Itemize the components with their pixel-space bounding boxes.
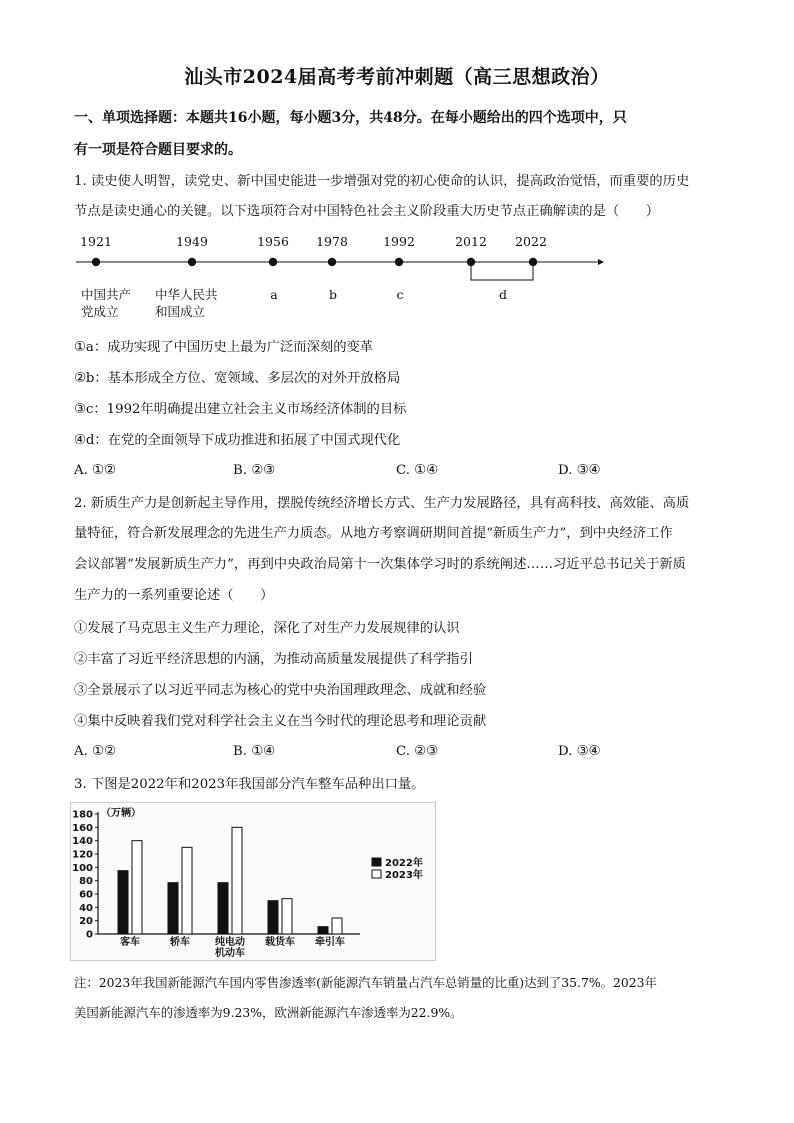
timeline-dot — [269, 258, 277, 266]
q2-statement: ④集中反映着我们党对科学社会主义在当今时代的理论思考和理论贡献 — [74, 714, 487, 729]
chart-y-tick-label: 60 — [79, 889, 93, 901]
chart-legend-label: 2023年 — [385, 870, 423, 881]
chart-category-label: 机动车 — [215, 948, 245, 959]
q2-option-a: A. ①② — [74, 744, 116, 759]
chart-legend-swatch — [372, 858, 381, 866]
chart-y-unit-label: （万辆） — [101, 808, 141, 819]
timeline-letter: c — [396, 287, 404, 302]
q2-stem-line: 2. 新质生产力是创新起主导作用，摆脱传统经济增长方式、生产力发展路径，具有高科技、高效能、高质 — [74, 496, 690, 511]
q1-option-a: A. ①② — [74, 463, 116, 478]
timeline-dot — [188, 258, 196, 266]
timeline-year: 1949 — [176, 234, 208, 249]
section-header-line2: 有一项是符合题目要求的。 — [74, 142, 242, 158]
q1-stem-line1: 1. 读史使人明智，读党史、新中国史能进一步增强对党的初心使命的认识，提高政治觉悟，而重要的历史 — [74, 174, 690, 189]
q2-stem-line: 生产力的一系列重要论述（ ） — [74, 588, 274, 603]
timeline-label-1949-a: 中华人民共 — [155, 287, 218, 302]
chart-y-tick-label: 180 — [72, 809, 93, 821]
q1-statement: ②b：基本形成全方位、宽领域、多层次的对外开放格局 — [74, 371, 401, 386]
q2-statement: ①发展了马克思主义生产力理论，深化了对生产力发展规律的认识 — [74, 621, 460, 636]
timeline-letter: a — [270, 287, 278, 302]
timeline-year: 2022 — [515, 234, 547, 249]
chart-y-tick-label: 100 — [72, 862, 93, 874]
chart-y-tick-label: 80 — [79, 876, 93, 888]
chart-category-label: 牵引车 — [315, 937, 345, 948]
timeline-label-1949-b: 和国成立 — [155, 304, 206, 319]
timeline-label-1921-a: 中国共产 — [81, 287, 132, 302]
q3-stem: 3. 下图是2022年和2023年我国部分汽车整车品种出口量。 — [74, 777, 425, 792]
timeline-year: 1921 — [80, 234, 112, 249]
timeline-year: 1978 — [316, 234, 348, 249]
q3-note-line2: 美国新能源汽车的渗透率为9.23%，欧洲新能源汽车渗透率为22.9%。 — [74, 1005, 463, 1020]
chart-y-tick-label: 140 — [72, 836, 93, 848]
q2-option-d: D. ③④ — [558, 744, 601, 759]
q1-stem-line2: 节点是读史通心的关键。以下选项符合对中国特色社会主义阶段重大历史节点正确解读的是（ ） — [74, 204, 660, 219]
q2-statement: ③全景展示了以习近平同志为核心的党中央治国理政理念、成就和经验 — [74, 683, 487, 698]
chart-category-label: 轿车 — [170, 937, 190, 948]
chart-bar — [318, 927, 328, 934]
chart-category-label: 纯电动 — [215, 937, 245, 948]
q3-note-line1: 注：2023年我国新能源汽车国内零售渗透率(新能源汽车销量占汽车总销量的比重)达到了35.7%。2023年 — [74, 975, 657, 990]
q1-statement: ④d：在党的全面领导下成功推进和拓展了中国式现代化 — [74, 433, 401, 448]
chart-bar — [182, 847, 192, 934]
q1-option-d: D. ③④ — [558, 463, 601, 478]
timeline-year: 1956 — [257, 234, 289, 249]
chart-category-label: 客车 — [120, 937, 140, 948]
chart-y-tick-label: 20 — [79, 916, 93, 928]
page-title: 汕头市2024届高考考前冲刺题（高三思想政治） — [184, 66, 610, 88]
q2-stem-line: 量特征，符合新发展理念的先进生产力质态。从地方考察调研期间首提“新质生产力”，到中央经济工作 — [74, 526, 673, 541]
timeline-bracket — [471, 262, 533, 280]
chart-bar — [118, 871, 128, 934]
chart-y-tick-label: 120 — [72, 849, 93, 861]
q1-statement: ③c：1992年明确提出建立社会主义市场经济体制的目标 — [74, 402, 407, 417]
chart-bar — [218, 883, 228, 934]
timeline-axis — [0, 250, 794, 290]
chart-bar — [332, 918, 342, 934]
chart-legend-swatch — [372, 870, 381, 878]
q1-option-c: C. ①④ — [396, 463, 438, 478]
q1-option-b: B. ②③ — [233, 463, 276, 478]
chart-y-tick-label: 160 — [72, 822, 93, 834]
q2-statement: ②丰富了习近平经济思想的内涵，为推动高质量发展提供了科学指引 — [74, 652, 473, 667]
q2-option-b: B. ①④ — [233, 744, 276, 759]
chart-bar — [232, 827, 242, 934]
q1-statement: ①a：成功实现了中国历史上最为广泛而深刻的变革 — [74, 340, 374, 355]
q2-stem-line: 会议部署“发展新质生产力”，再到中央政治局第十一次集体学习时的系统阐述……习近平总书记关于新质 — [74, 557, 686, 572]
chart-legend-label: 2022年 — [385, 858, 423, 869]
export-bar-chart — [70, 802, 440, 970]
timeline-dot — [92, 258, 100, 266]
chart-y-tick-label: 40 — [79, 902, 93, 914]
chart-y-tick-label: 0 — [86, 929, 93, 941]
chart-bar — [132, 841, 142, 934]
section-header-line1: 一、单项选择题：本题共16小题，每小题3分，共48分。在每小题给出的四个选项中，只 — [74, 110, 627, 126]
q2-option-c: C. ②③ — [396, 744, 438, 759]
timeline-year: 1992 — [383, 234, 415, 249]
timeline-dot — [395, 258, 403, 266]
timeline-letter: b — [328, 287, 338, 302]
timeline-dot — [328, 258, 336, 266]
timeline-year: 2012 — [455, 234, 487, 249]
chart-bar — [168, 883, 178, 934]
chart-bar — [268, 901, 278, 934]
chart-bar — [282, 899, 292, 934]
timeline-label-1921-b: 党成立 — [81, 304, 119, 319]
chart-category-label: 载货车 — [265, 937, 295, 948]
timeline-letter: d — [498, 287, 508, 302]
